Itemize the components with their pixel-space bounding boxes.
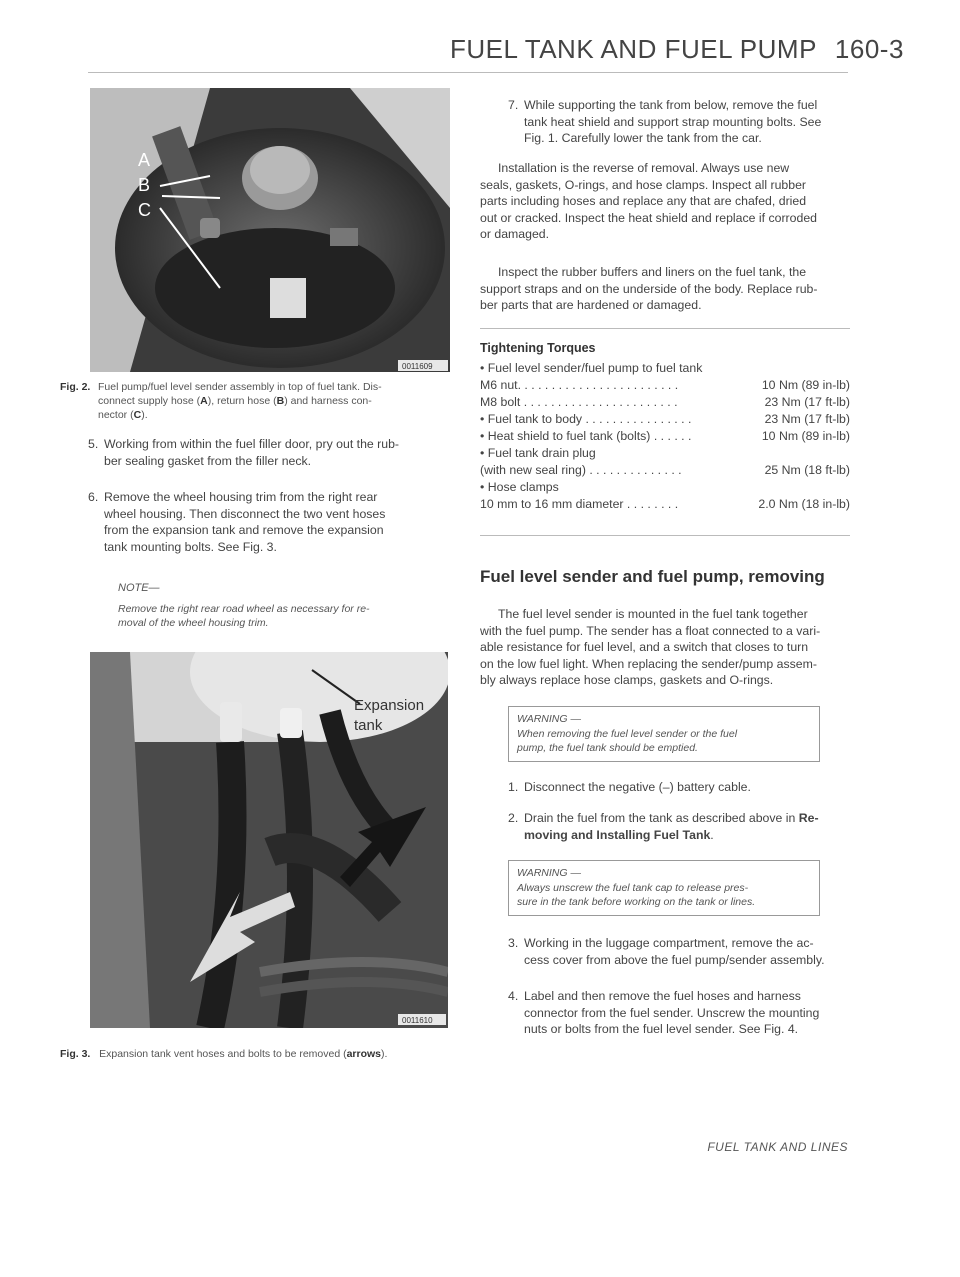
warning-box: WARNING — When removing the fuel level sender or the fuel pump, the fuel tank should be emptied. (508, 706, 820, 762)
header-rule (88, 72, 848, 73)
section-paragraph: The fuel level sender is mounted in the fuel tank together with the fuel pump. The sender has a float connected to a vari- able resistance for fuel level, and a switch that closes to turn on the low fuel light. When replacing the sender/pump assem- bly always replace hose clamps, gaskets and O-rings. (480, 607, 821, 688)
torques-title: Tightening Torques (480, 341, 596, 355)
fig3-photo (90, 652, 448, 1028)
callout-tank: tank (354, 717, 383, 734)
note-title: NOTE— (118, 582, 160, 594)
installation-paragraph: Installation is the reverse of removal. Always use new seals, gaskets, O-rings, and hose clamps. Inspect all rubber parts including hoses and replace any that are chafed, dried out or cracked. Inspect the heat shield and replace if corroded or damaged. (480, 161, 817, 242)
page-footer: FUEL TANK AND LINES (707, 1140, 848, 1154)
torque-row: M6 nut. . . . . . . . . . . . . . . . . . . . . . . . 10 Nm (89 in-lb) (480, 378, 850, 392)
torque-row: • Fuel level sender/fuel pump to fuel tank (480, 361, 703, 375)
fig2-photo (90, 88, 450, 372)
step-3: 3. Working in the luggage compartment, remove the ac- cess cover from above the fuel pump/sender assembly. (508, 936, 825, 967)
inspect-paragraph: Inspect the rubber buffers and liners on the fuel tank, the support straps and on the underside of the body. Replace rub- ber parts that are hardened or damaged. (480, 265, 818, 313)
callout-expansion: Expansion (354, 697, 425, 714)
warning-box: WARNING — Always unscrew the fuel tank cap to release pres- sure in the tank before working on the tank or lines. (508, 860, 820, 916)
torque-row: 10 mm to 16 mm diameter . . . . . . . . 2.0 Nm (18 in-lb) (480, 497, 850, 511)
torque-row: • Fuel tank drain plug (480, 446, 596, 460)
torque-row: M8 bolt . . . . . . . . . . . . . . . . . . . . . . . 23 Nm (17 ft-lb) (480, 395, 850, 409)
tightening-torques-box (480, 328, 850, 536)
header-title: FUEL TANK AND FUEL PUMP (450, 34, 817, 64)
step-7: 7. While supporting the tank from below, remove the fuel tank heat shield and support strap mounting bolts. See Fig. 1. Carefully lower the tank from the car. (508, 98, 822, 146)
fig3-code: 0011610 (402, 1016, 433, 1025)
callout-a: A (138, 150, 151, 170)
callout-c: C (138, 200, 151, 220)
fig3-label: Fig. 3. (60, 1048, 91, 1060)
torque-row: (with new seal ring) . . . . . . . . . . . . . . 25 Nm (18 ft-lb) (480, 463, 850, 477)
fig2-code: 0011609 (402, 362, 433, 371)
step-1: 1. Disconnect the negative (–) battery cable. (508, 780, 751, 794)
note: NOTE— Remove the right rear road wheel as necessary for re- moval of the wheel housing trim. (118, 582, 448, 630)
fig3-caption: Fig. 3. Expansion tank vent hoses and bolts to be removed (arrows). (60, 1048, 388, 1060)
step-6: 6. Remove the wheel housing trim from the right rear wheel housing. Then disconnect the two vent hoses from the expansion tank and remove the expansion tank mounting bolts. See Fig. 3. (88, 490, 386, 554)
torque-row: • Heat shield to fuel tank (bolts) . . . . . . 10 Nm (89 in-lb) (480, 429, 850, 443)
page-header (450, 34, 904, 65)
step-5: 5. Working from within the fuel filler door, pry out the rub- ber sealing gasket from the filler neck. (88, 437, 400, 468)
step-4: 4. Label and then remove the fuel hoses and harness connector from the fuel sender. Unscrew the mounting nuts or bolts from the fuel level sender. See Fig. 4. (508, 989, 820, 1037)
step-2: 2. Drain the fuel from the tank as described above in Re- moving and Installing Fuel Tank. (508, 811, 819, 842)
fig2-label: Fig. 2. (60, 381, 91, 393)
section-title: Fuel level sender and fuel pump, removing (480, 567, 825, 586)
callout-b: B (138, 175, 151, 195)
torque-row: • Hose clamps (480, 480, 559, 494)
torque-row: • Fuel tank to body . . . . . . . . . . . . . . . . 23 Nm (17 ft-lb) (480, 412, 850, 426)
page-number: 160-3 (834, 34, 904, 64)
